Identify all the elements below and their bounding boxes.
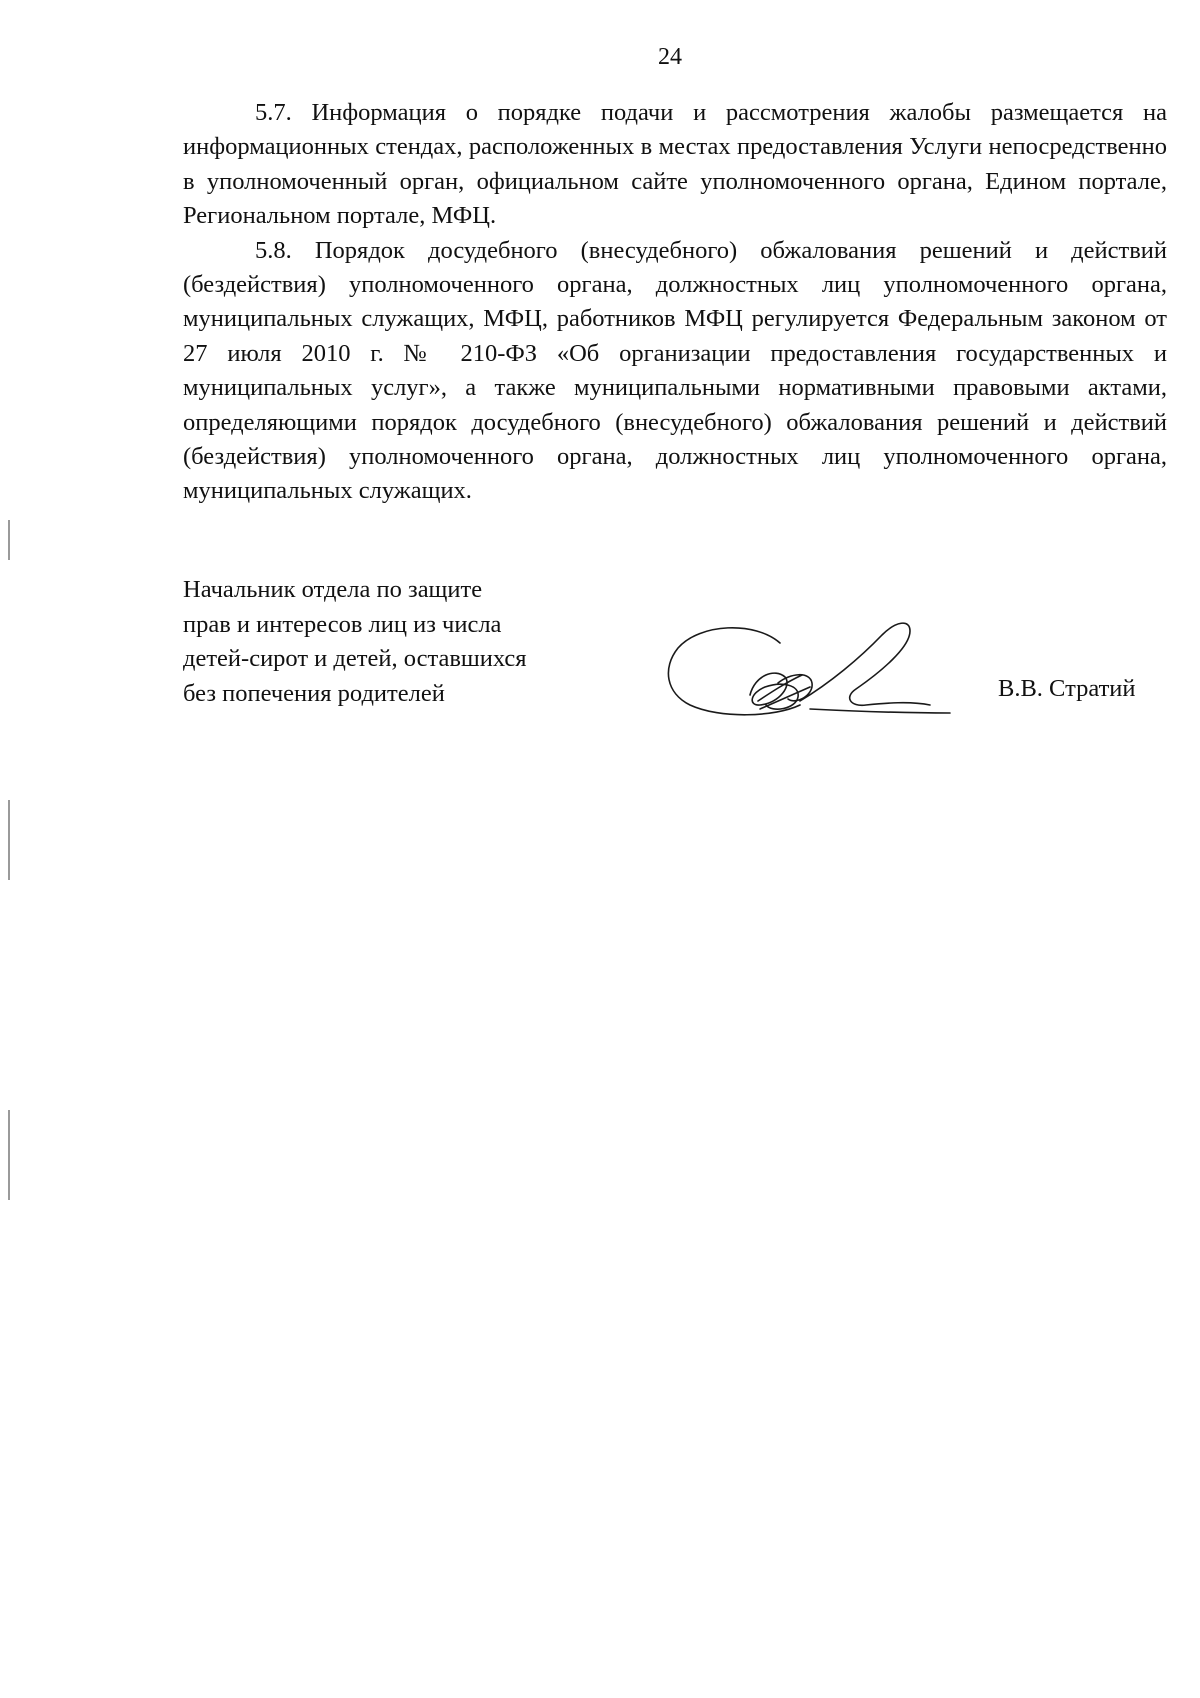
signature-block	[183, 573, 1167, 733]
page-number: 24	[658, 44, 682, 70]
signatory-title-line: без попечения родителей	[183, 679, 445, 707]
handwritten-signature	[660, 613, 960, 723]
signatory-name: В.В. Стратий	[998, 675, 1136, 702]
scan-edge-mark	[8, 1110, 10, 1200]
paragraph-5-8: 5.8. Порядок досудебного (внесудебного) обжалования решений и действий (бездействия) уполномоченного органа, должностных лиц уполномоченного органа, муниципальных служащих, МФЦ, работников МФЦ регулируется Федеральным законом от 27 июля 2010 г. № 210-ФЗ «Об организации предоставления государственных и муниципальных услуг», а также муниципальными нормативными правовыми актами, определяющими порядок досудебного (внесудебного) обжалования решений и действий (бездействия) уполномоченного органа, должностных лиц уполномоченного органа, муниципальных служащих.	[183, 236, 1167, 505]
signatory-title	[183, 573, 603, 711]
signatory-title-line: детей-сирот и детей, оставшихся	[183, 645, 527, 673]
scan-edge-mark	[8, 520, 10, 560]
signatory-title-line: Начальник отдела по защите	[183, 576, 483, 603]
paragraph-5-7: 5.7. Информация о порядке подачи и рассмотрения жалобы размещается на информационных стендах, расположенных в местах предоставления Услуги непосредственно в уполномоченный орган, официальном сайте уполномоченного органа, Едином портале, Региональном портале, МФЦ.	[183, 99, 1167, 230]
document-body	[183, 96, 1167, 509]
scan-edge-mark	[8, 800, 10, 880]
signatory-title-line: прав и интересов лиц из числа	[183, 610, 502, 638]
